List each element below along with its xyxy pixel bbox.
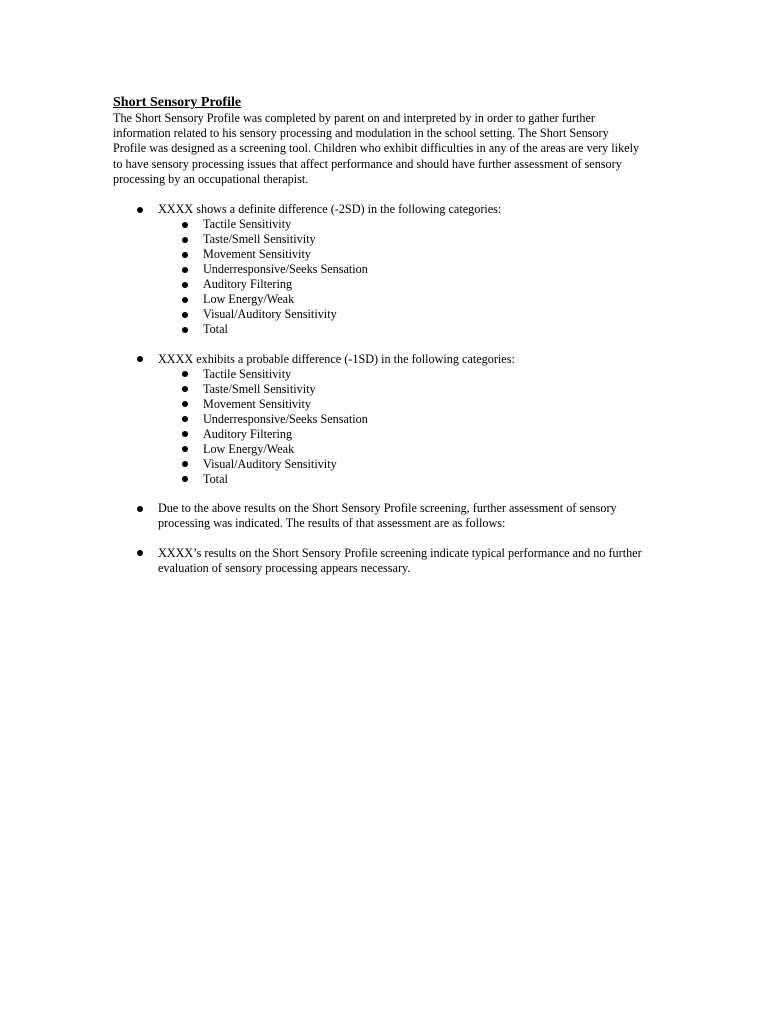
category-label: Underresponsive/Seeks Sensation bbox=[203, 411, 368, 426]
bullet-icon bbox=[182, 252, 188, 258]
category-item bbox=[158, 262, 643, 277]
bullet-icon bbox=[182, 416, 188, 422]
category-item bbox=[158, 277, 643, 292]
category-item bbox=[158, 472, 643, 487]
category-label: Low Energy/Weak bbox=[203, 441, 295, 456]
category-item bbox=[158, 397, 643, 412]
result-section bbox=[113, 546, 643, 576]
intro-paragraph: The Short Sensory Profile was completed by parent on and interpreted by in order to gather further information related to his sensory processing and modulation in the school setting. The Short Sensory Profile was designed as a screening tool. Children who exhibit difficulties in any of the areas are very likely to have sensory processing issues that affect performance and should have further assessment of sensory processing by an occupational therapist. bbox=[113, 111, 640, 186]
category-item bbox=[158, 382, 643, 397]
category-item bbox=[158, 412, 643, 427]
category-item bbox=[158, 292, 643, 307]
bullet-icon bbox=[182, 237, 188, 243]
category-label: Visual/Auditory Sensitivity bbox=[203, 456, 337, 471]
category-label: Low Energy/Weak bbox=[203, 292, 295, 307]
category-item bbox=[158, 367, 643, 382]
bullet-icon bbox=[182, 461, 188, 467]
category-item bbox=[158, 217, 643, 232]
category-item bbox=[158, 457, 643, 472]
result-section bbox=[113, 352, 643, 487]
bullet-icon bbox=[137, 550, 143, 556]
bullet-icon bbox=[182, 371, 188, 377]
bullet-icon bbox=[182, 476, 188, 482]
category-label: Underresponsive/Seeks Sensation bbox=[203, 262, 368, 277]
category-label: Tactile Sensitivity bbox=[203, 366, 292, 381]
bullet-icon bbox=[137, 356, 143, 362]
category-label: Movement Sensitivity bbox=[203, 396, 311, 411]
result-statement: XXXX’s results on the Short Sensory Profile screening indicate typical performance and no further evaluation of sensory processing appears necessary. bbox=[158, 545, 642, 575]
document-page bbox=[113, 94, 643, 591]
category-label: Taste/Smell Sensitivity bbox=[203, 381, 316, 396]
result-statement: XXXX exhibits a probable difference (-1SD) in the following categories: bbox=[158, 351, 515, 366]
category-list bbox=[158, 217, 643, 337]
bullet-icon bbox=[182, 401, 188, 407]
bullet-icon bbox=[182, 312, 188, 318]
category-item bbox=[158, 322, 643, 337]
category-label: Total bbox=[203, 322, 228, 337]
bullet-icon bbox=[182, 222, 188, 228]
category-list bbox=[158, 367, 643, 487]
category-label: Taste/Smell Sensitivity bbox=[203, 232, 316, 247]
category-label: Total bbox=[203, 471, 228, 486]
category-item bbox=[158, 442, 643, 457]
category-label: Tactile Sensitivity bbox=[203, 217, 292, 232]
result-statement: Due to the above results on the Short Sensory Profile screening, further assessment of sensory processing was indicated. The results of that assessment are as follows: bbox=[158, 501, 617, 531]
category-item bbox=[158, 307, 643, 322]
bullet-icon bbox=[137, 207, 143, 213]
category-item bbox=[158, 232, 643, 247]
bullet-icon bbox=[182, 327, 188, 333]
result-section bbox=[113, 501, 643, 531]
category-label: Movement Sensitivity bbox=[203, 247, 311, 262]
category-label: Auditory Filtering bbox=[203, 277, 293, 292]
bullet-icon bbox=[182, 431, 188, 437]
result-statement: XXXX shows a definite difference (-2SD) in the following categories: bbox=[158, 202, 502, 217]
bullet-icon bbox=[182, 267, 188, 273]
bullet-icon bbox=[182, 297, 188, 303]
bullet-icon bbox=[137, 506, 143, 512]
result-section bbox=[113, 202, 643, 337]
category-item bbox=[158, 247, 643, 262]
category-label: Auditory Filtering bbox=[203, 426, 293, 441]
bullet-icon bbox=[182, 446, 188, 452]
category-item bbox=[158, 427, 643, 442]
category-label: Visual/Auditory Sensitivity bbox=[203, 307, 337, 322]
bullet-icon bbox=[182, 282, 188, 288]
results-list bbox=[113, 202, 643, 576]
document-title: Short Sensory Profile bbox=[113, 95, 242, 110]
bullet-icon bbox=[182, 386, 188, 392]
